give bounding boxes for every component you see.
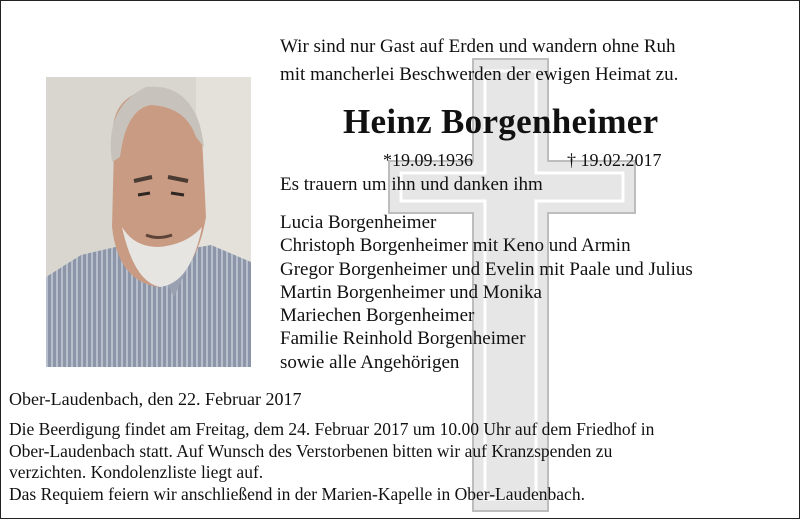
funeral-details — [9, 419, 789, 505]
mourner: Christoph Borgenheimer mit Keno und Armin — [280, 235, 631, 257]
mourning-intro: Es trauern um ihn und danken ihm — [280, 174, 543, 195]
mourner: Gregor Borgenheimer und Evelin mit Paale und Julius — [280, 258, 693, 280]
verse-line: mit mancherlei Beschwerden der ewigen Heimat zu. — [280, 64, 679, 85]
verse-line: Wir sind nur Gast auf Erden und wandern ohne Ruh — [280, 36, 676, 57]
funeral-line: Das Requiem feiern wir anschließend in der Marien-Kapelle in Ober-Laudenbach. — [9, 483, 585, 504]
deceased-name: Heinz Borgenheimer — [343, 102, 659, 141]
funeral-line: Ober-Laudenbach statt. Auf Wunsch des Verstorbenen bitten wir auf Kranzspenden zu — [9, 440, 613, 461]
mourner: sowie alle Angehörigen — [280, 351, 460, 373]
death-date: † 19.02.2017 — [567, 150, 662, 170]
mourner: Martin Borgenheimer und Monika — [280, 281, 542, 303]
mourner: Familie Reinhold Borgenheimer — [280, 328, 526, 350]
funeral-line: Die Beerdigung findet am Freitag, dem 24. Februar 2017 um 10.00 Uhr auf dem Friedhof in — [9, 419, 655, 439]
place-date: Ober-Laudenbach, den 22. Februar 2017 — [9, 389, 302, 409]
mourner: Mariechen Borgenheimer — [280, 305, 475, 327]
verse — [280, 33, 678, 89]
funeral-line: verzichten. Kondolenzliste liegt auf. — [9, 462, 264, 482]
mourner: Lucia Borgenheimer — [280, 212, 437, 233]
birth-date: *19.09.1936 — [383, 150, 473, 170]
mourners-list — [280, 211, 693, 374]
portrait-photo — [46, 77, 251, 367]
